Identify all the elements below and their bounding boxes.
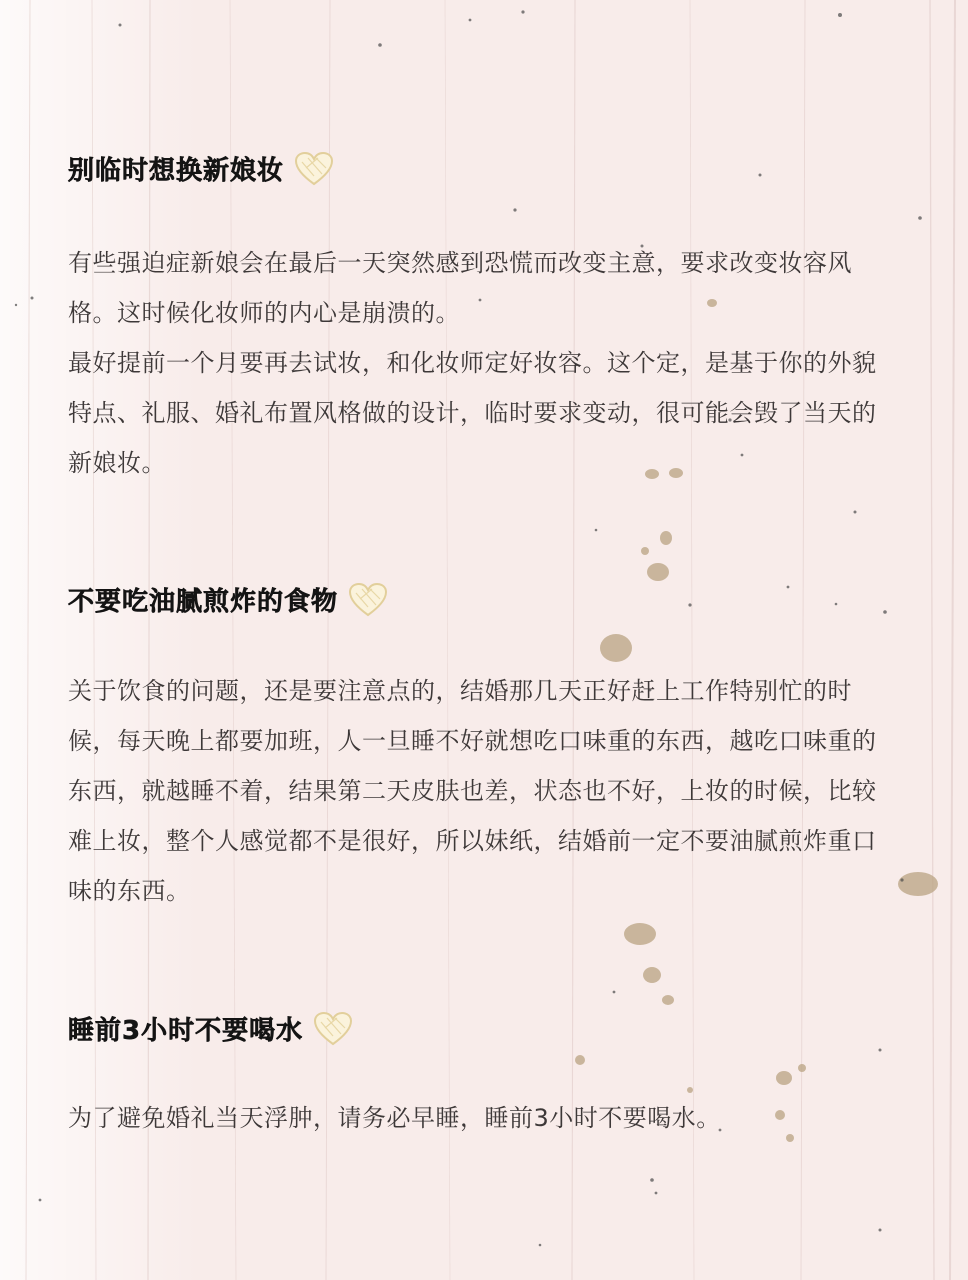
section-2-paragraph-1: 关于饮食的问题，还是要注意点的，结婚那几天正好赶上工作特别忙的时候，每天晚上都要加班，人一旦睡不好就想吃口味重的东西，越吃口味重的东西，就越睡不着，结果第二天皮肤也差，状态也不好，上妆的时候，比较难上妆，整个人感觉都不是很好，所以妹纸，结婚前一定不要油腻煎炸重口味的东西。 <box>68 677 877 905</box>
section-heading-2 <box>68 581 388 618</box>
heading-text: 别临时想换新娘妆 <box>68 156 285 186</box>
section-1-paragraph-1: 有些强迫症新娘会在最后一天突然感到恐慌而改变主意，要求改变妆容风格。这时候化妆师的内心是崩溃的。 <box>68 249 852 327</box>
heart-icon <box>348 583 388 617</box>
heading-text: 睡前3小时不要喝水 <box>68 1016 304 1046</box>
section-heading-1 <box>68 150 334 187</box>
section-heading-3 <box>68 1010 353 1047</box>
heart-icon <box>294 152 334 186</box>
heart-icon <box>313 1012 353 1046</box>
heading-text: 不要吃油腻煎炸的食物 <box>68 587 339 617</box>
section-3-paragraph-1: 为了避免婚礼当天浮肿，请务必早睡，睡前3小时不要喝水。 <box>68 1104 721 1132</box>
section-1-paragraph-2: 最好提前一个月要再去试妆，和化妆师定好妆容。这个定，是基于你的外貌特点、礼服、婚礼布置风格做的设计，临时要求变动，很可能会毁了当天的新娘妆。 <box>68 349 877 477</box>
